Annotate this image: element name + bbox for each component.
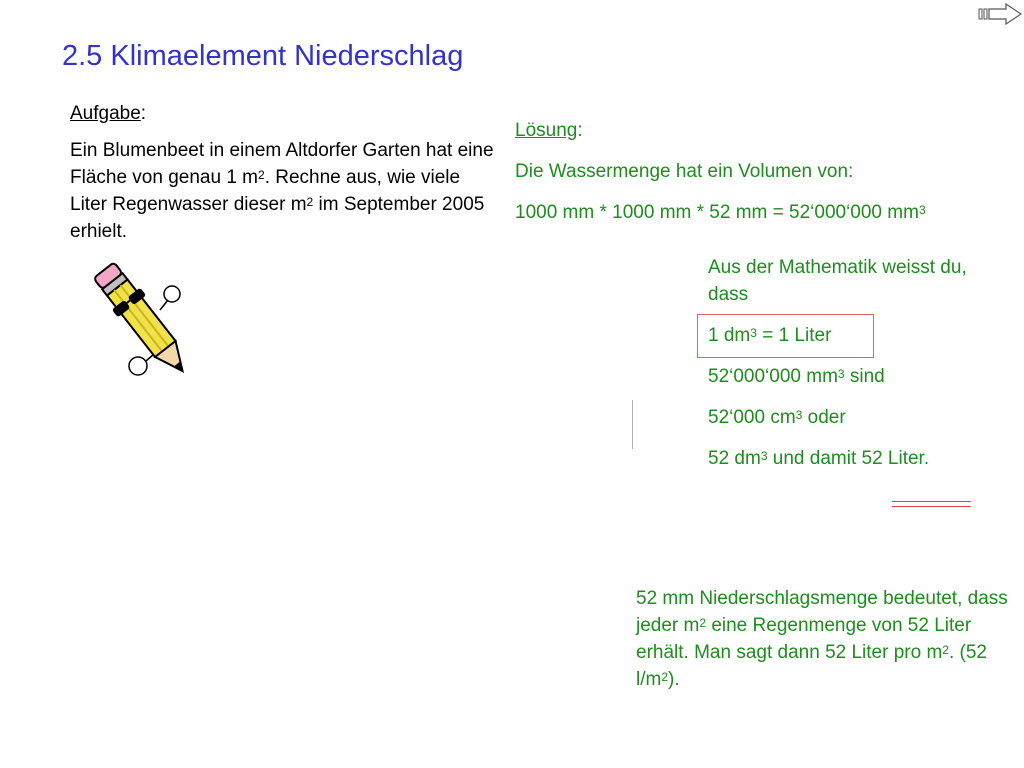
task-text-1: Ein Blumenbeet in einem Altdorfer Garten hat eine Fläche von genau 1 m [70,140,494,188]
math-eq-b: = 1 Liter [756,325,832,346]
solution-line-1: Die Wassermenge hat ein Volumen von: [515,161,854,182]
highlight-box [697,314,874,358]
result-sup-3: 2 [661,670,669,684]
task-heading [70,100,500,127]
task-block [70,100,500,255]
task-text-3: im September 2005 erhielt. [70,194,485,242]
math-l1-a: 52‘000‘000 mm [708,366,838,387]
math-block [708,254,1008,472]
result-text-4: ). [668,669,680,690]
solution-line-2 [515,199,1024,226]
pencil-character-icon [80,258,210,388]
double-underline [892,501,971,507]
solution-line-2-sup: 3 [918,203,926,217]
solution-heading [515,117,1024,144]
math-l2-sup: 3 [795,408,803,422]
result-text-2: eine Regenmenge von 52 Liter erhält. Man sagt dann 52 Liter pro m [636,615,972,663]
result-text-1: 52 mm Niederschlagsmenge bedeutet, dass jeder m [636,588,1008,636]
math-l1-b: sind [844,366,885,387]
divider-line [632,400,633,449]
result-block [636,585,1016,693]
solution-line-2-text: 1000 mm * 1000 mm * 52 mm = 52‘000‘000 mm [515,202,919,223]
next-arrow-icon[interactable] [978,3,1022,25]
math-intro: Aus der Mathematik weisst du, dass [708,257,967,305]
math-l3-a: 52 dm [708,448,761,469]
solution-block [515,117,1024,240]
task-heading-label: Aufgabe [70,103,141,124]
task-text-2: . Rechne aus, wie viele Liter Regenwasser dieser m [70,167,461,215]
math-line-3 [708,445,1008,472]
math-l2-a: 52‘000 cm [708,407,796,428]
math-eq-a: 1 dm [708,325,751,346]
page-title: 2.5 Klimaelement Niederschlag [62,40,464,72]
result-sup-2: 2 [942,643,949,657]
task-text [70,137,500,245]
result-sup-1: 2 [699,616,707,630]
math-eq-sup: 3 [750,326,757,340]
task-sup-1: 2 [258,168,265,182]
solution-heading-colon: : [577,120,583,141]
math-l3-b: und damit 52 Liter. [767,448,930,469]
task-heading-colon: : [140,103,147,124]
math-line-2 [708,404,1008,431]
math-l1-sup: 3 [837,367,845,381]
math-line-1 [708,363,1008,390]
solution-heading-label: Lösung [515,120,578,141]
math-l2-b: oder [802,407,846,428]
result-text-3: . (52 l/m [636,642,988,690]
math-l3-sup: 3 [760,449,768,463]
task-sup-2: 2 [306,195,314,209]
